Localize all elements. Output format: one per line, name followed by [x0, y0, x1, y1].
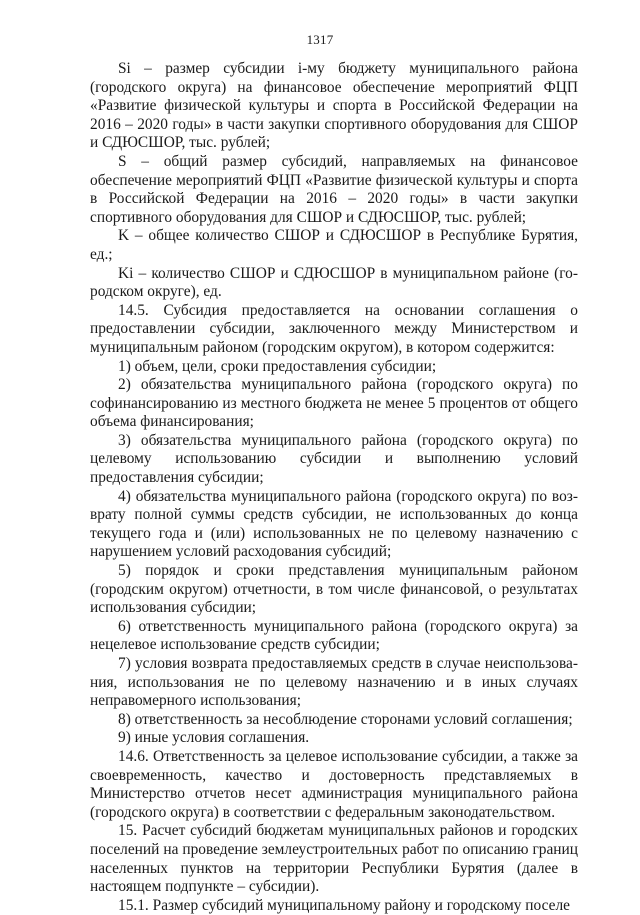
paragraph-ki-definition: Ki – количество СШОР и СДЮСШОР в муниципальном районе (городском округе), ед. — [90, 264, 578, 301]
list-item-3: 3) обязательства муниципального района (городского округа) по целевому использованию субсидии и выполнению условий предоставления субсидии; — [90, 431, 578, 487]
list-item-9: 9) иные условия соглашения. — [118, 729, 310, 747]
document-body — [90, 60, 578, 915]
paragraph-s-definition: S – общий размер субсидий, направляемых на финансовое обеспечение мероприятий ФЦП «Развитие физической культуры и спорта в Российской Федерации на 2016 – 2020 годы» в части закупки спортивного оборудования для СШОР и СДЮСШОР, тыс. рублей; — [90, 152, 578, 226]
paragraph-14-6: 14.6. Ответственность за целевое использование субсидии, а также за своевременность, качество и достоверность представляемых в Министерство отчетов несет администрация муниципального района (городского округа) в соответствии с федеральным законодательством. — [90, 747, 578, 821]
paragraph-14-5: 14.5. Субсидия предоставляется на основании соглашения о предоставлении субсидии, заключенного между Министерством и муниципальным районом (городским округом), в котором содержится: — [90, 301, 578, 356]
paragraph-15: 15. Расчет субсидий бюджетам муниципальных районов и городских поселений на проведение землеустроительных работ по описанию границ населенных пунктов на территории Республики Бурятия (далее в настоящем подпункте – субсидии). — [90, 822, 578, 896]
list-item-8: 8) ответственность за несоблюдение сторонами условий соглашения; — [118, 710, 573, 728]
paragraph-si-definition: Si – размер субсидии i-му бюджету муниципального района (городского округа) на финансовое обеспечение мероприятий ФЦП «Развитие физической культуры и спорта в Российской Федерации на 2016 – 2020 годы» в части закупки спортивного оборудования для СШОР и СДЮСШОР, тыс. рублей; — [90, 60, 578, 152]
list-item-4: 4) обязательства муниципального района (городского округа) по возврату полной суммы средств субсидии, не использованных до конца текущего года и (или) использованных не по целевому назначению с нарушением условий расходования субсидий; — [90, 487, 578, 561]
paragraph-15-1: 15.1. Размер субсидий муниципальному району и городскому поселе — [118, 896, 570, 914]
page-number: 1317 — [306, 32, 334, 47]
list-item-1: 1) объем, цели, сроки предоставления субсидии; — [118, 357, 437, 375]
list-item-2: 2) обязательства муниципального района (городского округа) по софинансированию из местного бюджета не менее 5 процентов от общего объема финансирования; — [90, 376, 578, 431]
paragraph-k-definition: K – общее количество СШОР и СДЮСШОР в Республике Бурятия, ед.; — [90, 227, 578, 263]
list-item-5: 5) порядок и сроки представления муниципальным районом (городским округом) отчетности, в том числе финансовой, о результатах использования субсидии; — [90, 562, 578, 617]
list-item-6: 6) ответственность муниципального района (городского округа) за нецелевое использование средств субсидии; — [90, 617, 578, 654]
list-item-7: 7) условия возврата предоставляемых средств в случае неиспользования, использования не по целевому назначению и в иных случаях неправомерного использования; — [90, 655, 578, 710]
